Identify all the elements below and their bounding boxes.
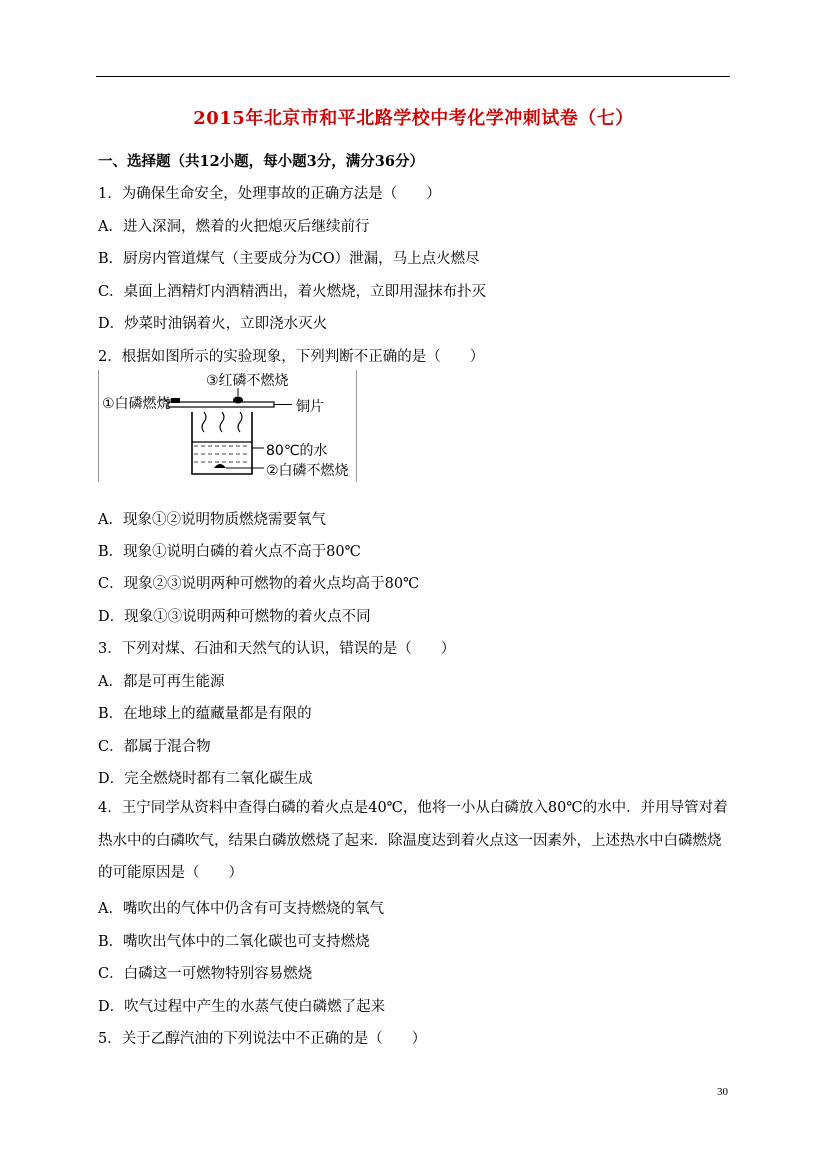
question-2-option-a: A．现象①②说明物质燃烧需要氧气 (98, 512, 326, 528)
question-3-option-c: C．都属于混合物 (98, 739, 211, 755)
question-1-stem: 1．为确保生命安全，处理事故的正确方法是（ ） (98, 186, 441, 202)
question-4-stem-line: 的可能原因是（ ） (98, 865, 243, 881)
question-5-stem: 5．关于乙醇汽油的下列说法中不正确的是（ ） (98, 1031, 427, 1047)
question-3-stem: 3．下列对煤、石油和天然气的认识，错误的是（ ） (98, 641, 456, 657)
question-2-option-d: D．现象①③说明两种可燃物的着火点不同 (98, 609, 371, 625)
label-copper-sheet: 铜片 (296, 399, 324, 415)
header-rule (96, 76, 730, 77)
label-white-phosphorus-burning: ①白磷燃烧 (102, 396, 171, 412)
question-4-option-a: A．嘴吹出的气体中仍含有可支持燃烧的氧气 (98, 901, 384, 917)
question-2-option-c: C．现象②③说明两种可燃物的着火点均高于80℃ (98, 576, 420, 592)
question-1-option-d: D．炒菜时油锅着火，立即浇水灭火 (98, 316, 328, 332)
section-heading: 一、选择题（共12小题，每小题3分，满分36分） (98, 153, 424, 170)
page-title: 2015年北京市和平北路学校中考化学冲刺试卷（七） (193, 108, 634, 129)
question-3-option-d: D．完全燃烧时都有二氧化碳生成 (98, 771, 313, 787)
label-white-phosphorus-not-burning: ②白磷不燃烧 (266, 463, 349, 479)
question-4-option-b: B．嘴吹出气体中的二氧化碳也可支持燃烧 (98, 934, 370, 950)
question-2-stem: 2．根据如图所示的实验现象，下列判断不正确的是（ ） (98, 349, 485, 365)
question-3-option-b: B．在地球上的蕴藏量都是有限的 (98, 706, 312, 722)
question-4-stem-line: 热水中的白磷吹气，结果白磷放燃烧了起来．除温度达到着火点这一因素外，上述热水中白磷燃烧 (98, 832, 722, 849)
page-number: 30 (717, 1086, 728, 1098)
question-1-option-c: C．桌面上酒精灯内酒精洒出，着火燃烧，立即用湿抹布扑灭 (98, 284, 487, 300)
question-1-option-b: B．厨房内管道煤气（主要成分为CO）泄漏，马上点火燃尽 (98, 251, 480, 267)
question-4-option-c: C．白磷这一可燃物特别容易燃烧 (98, 966, 313, 982)
question-2-option-b: B．现象①说明白磷的着火点不高于80℃ (98, 544, 361, 560)
question-3-option-a: A．都是可再生能源 (98, 674, 225, 690)
label-red-phosphorus: ③红磷不燃烧 (206, 373, 289, 389)
question-4-option-d: D．吹气过程中产生的水蒸气使白磷燃了起来 (98, 999, 386, 1015)
question-4-stem-line: 4．王宁同学从资料中查得白磷的着火点是40℃，他将一小从白磷放入80℃的水中．并用导管对着 (98, 800, 728, 816)
question-4-stem (98, 792, 730, 890)
question-1-option-a: A．进入深洞，燃着的火把熄灭后继续前行 (98, 219, 370, 235)
label-hot-water: 80℃的水 (266, 443, 328, 459)
experiment-figure (98, 370, 358, 482)
